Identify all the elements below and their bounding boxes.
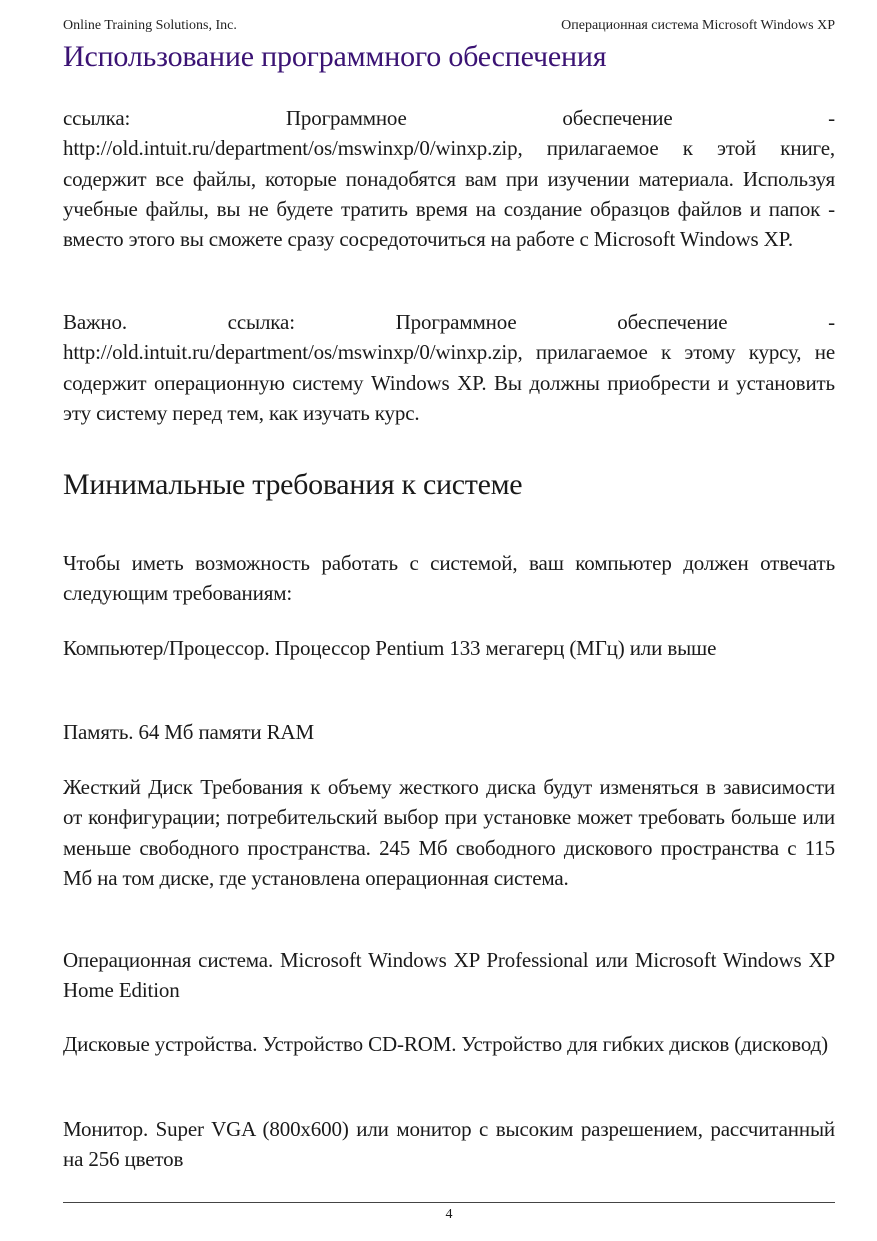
requirement-drives: Дисковые устройства. Устройство CD-ROM. Устройство для гибких дисков (дисковод) xyxy=(63,1032,829,1056)
requirement-memory: Память. 64 Мб памяти RAM xyxy=(63,720,314,744)
running-header xyxy=(63,17,835,35)
requirement-operating-system: Операционная система. Microsoft Windows XP Professional или Microsoft Windows XP Home Edition xyxy=(63,948,835,1003)
footer-divider xyxy=(63,1202,835,1203)
important-note-paragraph: Важно. ссылка: Программное обеспечение - http://old.intuit.ru/department/os/mswinxp/0/winxp.zip, прилагаемое к этому курсу, не содержит операционную систему Windows XP. Вы должны приобрести и установить эту систему перед тем, как изучать курс. xyxy=(63,310,835,425)
requirement-monitor: Монитор. Super VGA (800x600) или монитор с высоким разрешением, рассчитанный на 256 цветов xyxy=(63,1117,835,1172)
requirement-hard-disk: Жесткий Диск Требования к объему жесткого диска будут изменяться в зависимости от конфигурации; потребительский выбор при установке может требовать больше или меньше свободного пространства. 245 Мб свободного дискового пространства с 115 Мб на том диске, где установлена операционная система. xyxy=(63,775,835,890)
requirement-cpu: Компьютер/Процессор. Процессор Pentium 133 мегагерц (МГц) или выше xyxy=(63,636,717,660)
header-publisher: Online Training Solutions, Inc. xyxy=(63,18,237,33)
software-paragraph: ссылка: Программное обеспечение - http://old.intuit.ru/department/os/mswinxp/0/winxp.zip, прилагаемое к этой книге, содержит все файлы, которые понадобятся вам при изучении материала. Используя учебные файлы, вы не будете тратить время на создание образцов файлов и папок - вместо этого вы сможете сразу сосредоточиться на работе с Microsoft Windows XP. xyxy=(63,106,835,252)
document-page xyxy=(63,0,835,1241)
page-number: 4 xyxy=(445,1207,453,1222)
page-title: Использование программного обеспечения xyxy=(63,40,607,73)
requirements-intro: Чтобы иметь возможность работать с системой, ваш компьютер должен отвечать следующим требованиям: xyxy=(63,551,835,606)
section-heading: Минимальные требования к системе xyxy=(63,468,523,501)
header-course-title: Операционная система Microsoft Windows XP xyxy=(561,18,835,33)
